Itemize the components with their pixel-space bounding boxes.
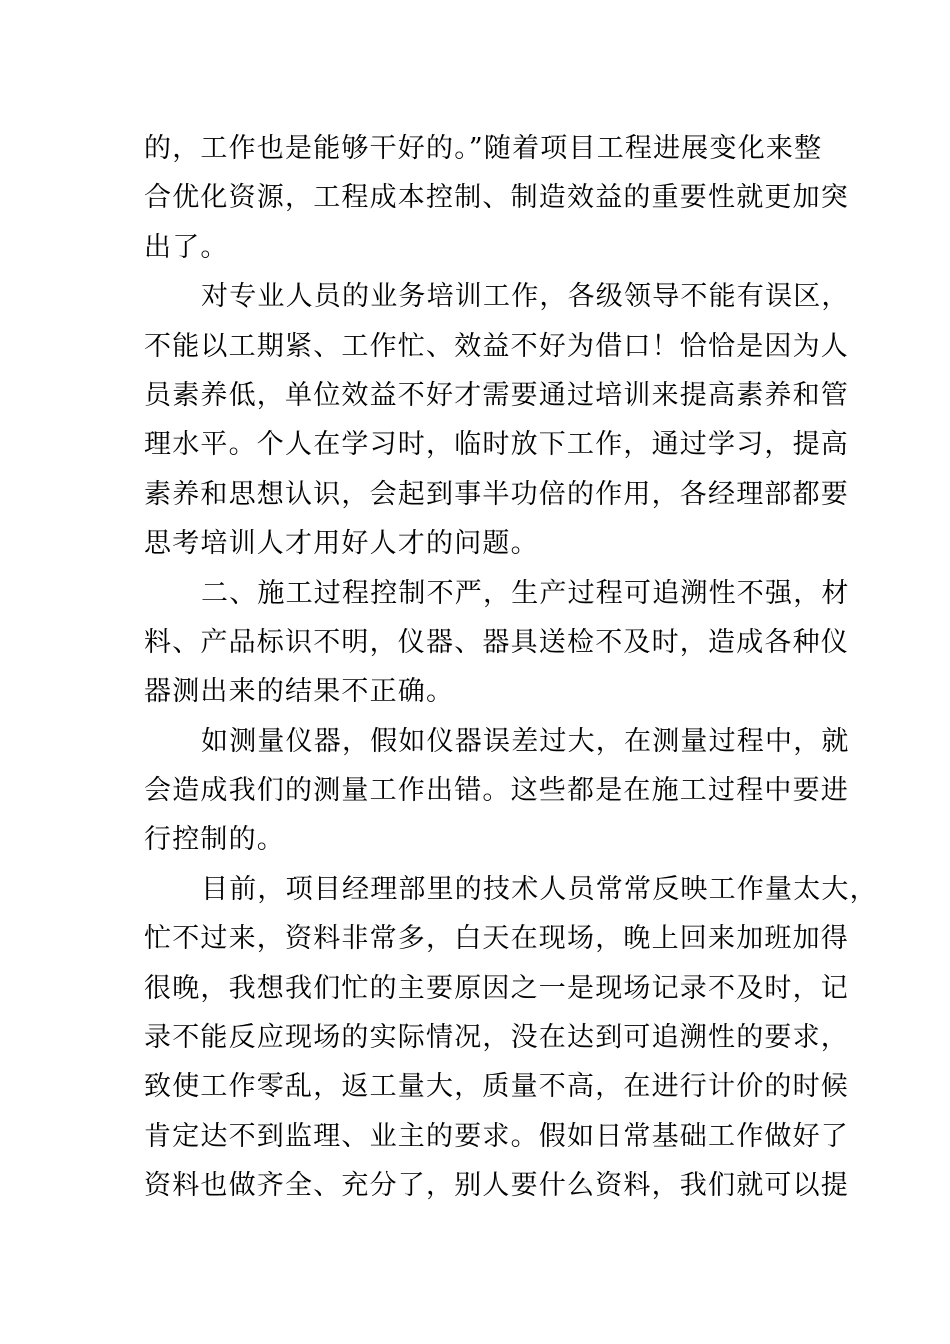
text-line: 行控制的。 (144, 824, 285, 856)
paragraph (144, 717, 850, 865)
paragraph (144, 124, 849, 272)
paragraph (144, 569, 850, 717)
text-line: 对专业人员的业务培训工作，各级领导不能有误区， (201, 281, 850, 313)
text-line: 员素养低，单位效益不好才需要通过培训来提高素养和管 (144, 379, 849, 411)
text-line: 思考培训人才用好人才的问题。 (144, 528, 539, 560)
text-line: 录不能反应现场的实际情况，没在达到可追溯性的要求， (144, 1022, 849, 1054)
text-line: 二、施工过程控制不严，生产过程可追溯性不强，材 (201, 577, 850, 609)
text-line: 合优化资源，工程成本控制、制造效益的重要性就更加突 (144, 182, 849, 214)
text-line: 致使工作零乱，返工量大，质量不高，在进行计价的时候 (144, 1071, 849, 1103)
text-line: 忙不过来，资料非常多，白天在现场，晚上回来加班加得 (144, 923, 849, 955)
paragraph (144, 865, 878, 1211)
text-line: 肯定达不到监理、业主的要求。假如日常基础工作做好了 (144, 1120, 849, 1152)
text-line: 资料也做齐全、充分了，别人要什么资料，我们就可以提 (144, 1170, 849, 1202)
text-line: 如测量仪器，假如仪器误差过大，在测量过程中，就 (201, 725, 850, 757)
document-body (144, 124, 878, 1211)
text-line: 料、产品标识不明，仪器、器具送检不及时，造成各种仪 (144, 626, 849, 658)
text-line: 理水平。个人在学习时，临时放下工作，通过学习，提高 (144, 429, 849, 461)
text-line: 出了。 (144, 231, 229, 263)
text-line: 素养和思想认识，会起到事半功倍的作用，各经理部都要 (144, 478, 849, 510)
paragraph (144, 272, 850, 568)
text-line: 很晚，我想我们忙的主要原因之一是现场记录不及时，记 (144, 972, 849, 1004)
text-line: 器测出来的结果不正确。 (144, 676, 455, 708)
text-line: 的，工作也是能够干好的。”随着项目工程进展变化来整 (144, 133, 823, 164)
text-line: 目前，项目经理部里的技术人员常常反映工作量太大， (201, 873, 878, 905)
text-line: 会造成我们的测量工作出错。这些都是在施工过程中要进 (144, 775, 849, 807)
text-line: 不能以工期紧、工作忙、效益不好为借口！恰恰是因为人 (144, 330, 849, 362)
